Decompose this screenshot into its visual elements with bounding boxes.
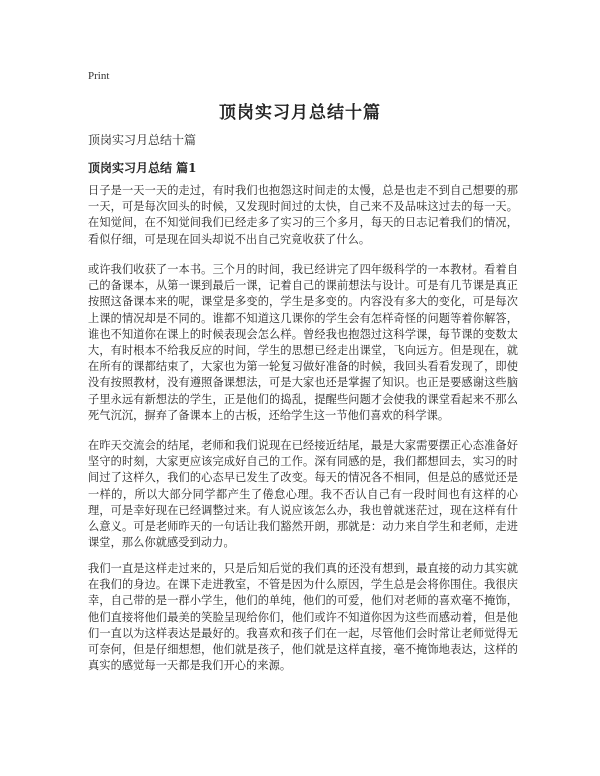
document-title: 顶岗实习月总结十篇 <box>219 103 381 123</box>
paragraph-1: 日子是一天一天的走过，有时我们也抱怨这时间走的太慢，总是也走不到自己想要的那一天，可是每次回头的时候，又发现时间过的太快，自己来不及品味这过去的每一天。在知觉间，在不知觉间我们已经走多了实习的三个多月，每天的日志记着我们的情况，看似仔细，可是现在回头却说不出自己究竟收获了什么。 <box>88 184 518 246</box>
document-subtitle: 顶岗实习月总结十篇 <box>88 133 197 147</box>
section-heading: 顶岗实习月总结 篇1 <box>88 161 197 175</box>
paragraph-3: 在昨天交流会的结尾，老师和我们说现在已经接近结尾，最是大家需要摆正心态准备好坚守的时刻，大家更应该完成好自己的工作。深有同感的是，我们都想回去，实习的时间过了这样久，我们的心态早已发生了改变。每天的情况各不相同，但是总的感觉还是一样的，所以大部分同学都产生了倦怠心理。我不否认自己有一段时间也有这样的心理，可是幸好现在已经调整过来。有人说应该怎么办，我也曾就迷茫过，现在这样有什么意义。可是老师昨天的一句话让我们豁然开朗，那就是：动力来自学生和老师，走进课堂，那么你就感受到动力。 <box>88 439 518 550</box>
paragraph-4: 我们一直是这样走过来的，只是后知后觉的我们真的还没有想到，最直接的动力其实就在我们的身边。在课下走进教室，不管是因为什么原因，学生总是会将你围住。我很庆幸，自己带的是一群小学生，他们的单纯，他们的可爱，他们对老师的喜欢毫不掩饰，他们直接将他们最美的笑脸呈现给你们，他们或许不知道你因为这些而感动着，但是他们一直以为这样表达是最好的。我喜欢和孩子们在一起，尽管他们会时常让老师觉得无可奈何，但是仔细想想，他们就是孩子，他们就是这样直接，毫不掩饰地表达，这样的真实的感觉每一天都是我们开心的来源。 <box>88 562 518 673</box>
paragraph-2: 或许我们收获了一本书。三个月的时间，我已经讲完了四年级科学的一本教材。看着自己的备课本，从第一课到最后一课，记着自己的课前想法与设计。可是有几节课是真正按照这备课本来的呢，课堂是多变的，学生是多变的。内容没有多大的变化，可是每次上课的情况却是不同的。谁都不知道这几课你的学生会有怎样奇怪的问题等着你解答，谁也不知道你在课上的时候表现会怎么样。曾经我也抱怨过这科学课，每节课的变数太大，有时根本不给我反应的时间，学生的思想已经走出课堂，飞向远方。但是现在，就在所有的课都结束了，大家也为第一轮复习做好准备的时候，我回头看看发现了，即使没有按照教材，没有遵照备课想法，可是大家也还是掌握了知识。也正是要感谢这些脑子里永远有新想法的学生，正是他们的捣乱，提醒些问题才会使我的课堂看起来不那么死气沉沉，摒弃了备课本上的古板，还给学生这一节他们喜欢的科学课。 <box>88 263 518 422</box>
print-label: Print <box>88 70 110 82</box>
